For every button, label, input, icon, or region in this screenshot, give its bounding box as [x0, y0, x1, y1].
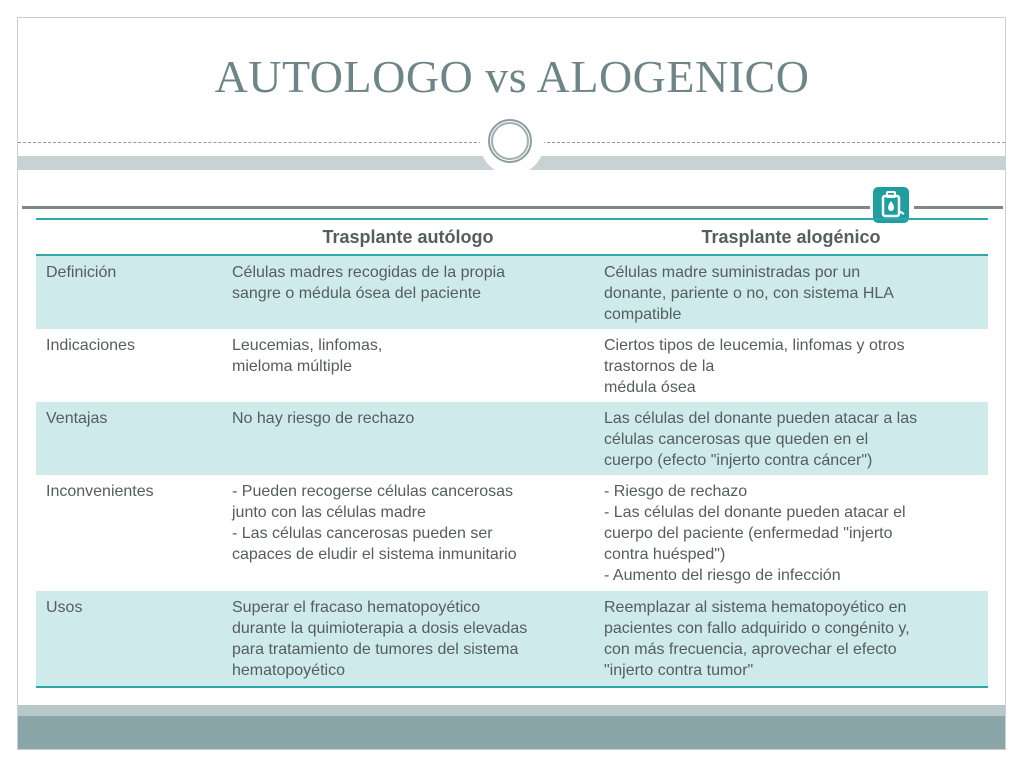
table-row-indicaciones	[36, 329, 988, 402]
cell-line: durante la quimioterapia a dosis elevadas	[232, 620, 528, 637]
cell-line: - Riesgo de rechazo	[604, 483, 748, 500]
cell-autologo	[222, 475, 594, 591]
cell-alogenico	[594, 475, 988, 591]
cell-line: Superar el fracaso hematopoyético	[232, 599, 481, 616]
cell-line: Ciertos tipos de leucemia, linfomas y otros	[604, 337, 905, 354]
title-divider-left	[18, 142, 492, 143]
cell-line: - Las células del donante pueden atacar el	[604, 504, 906, 521]
cell-alogenico	[594, 402, 988, 475]
cell-autologo	[222, 329, 594, 402]
cell-line: mieloma múltiple	[232, 358, 353, 375]
cell-line: Las células del donante pueden atacar a las	[604, 410, 918, 427]
cell-alogenico	[594, 255, 988, 329]
row-label: Ventajas	[36, 402, 222, 475]
header-alogenico: Trasplante alogénico	[701, 226, 881, 247]
row-label: Usos	[36, 591, 222, 687]
comparison-table	[36, 218, 988, 688]
cell-line: pacientes con fallo adquirido o congénito y,	[604, 620, 910, 637]
cell-line: sangre o médula ósea del paciente	[232, 285, 482, 302]
cell-line: compatible	[604, 306, 682, 323]
cell-line: capaces de eludir el sistema inmunitario	[232, 546, 517, 563]
cell-line: trastornos de la	[604, 358, 715, 375]
cell-line: hematopoyético	[232, 662, 345, 679]
cell-line: donante, pariente o no, con sistema HLA	[604, 285, 894, 302]
cell-line: células cancerosas que queden en el	[604, 431, 869, 448]
cell-line: junto con las células madre	[232, 504, 426, 521]
footer-band	[18, 716, 1005, 749]
cell-autologo	[222, 255, 594, 329]
table-row-usos	[36, 591, 988, 687]
table-row-inconvenientes	[36, 475, 988, 591]
row-label: Definición	[36, 255, 222, 329]
row-label: Inconvenientes	[46, 483, 154, 500]
cell-autologo	[222, 402, 594, 475]
row-label: Indicaciones	[46, 337, 135, 354]
title-circle-inner-ring-icon	[491, 122, 529, 160]
cell-line: Células madre suministradas por un	[604, 264, 861, 281]
cell-alogenico	[594, 329, 988, 402]
cell-autologo	[222, 591, 594, 687]
table-row-ventajas	[36, 402, 988, 475]
slide-title: AUTOLOGO vs ALOGENICO	[214, 51, 810, 102]
cell-line: cuerpo (efecto "injerto contra cáncer")	[604, 452, 873, 469]
header-autologo: Trasplante autólogo	[322, 226, 494, 247]
cell-line: para tratamiento de tumores del sistema	[232, 641, 519, 658]
cell-line: Células madres recogidas de la propia	[232, 264, 506, 281]
cell-line: - Las células cancerosas pueden ser	[232, 525, 493, 542]
cell-line: "injerto contra tumor"	[604, 662, 754, 679]
table-row-definicion	[36, 255, 988, 329]
footer-band-light	[18, 705, 1005, 716]
cell-line: - Aumento del riesgo de infección	[604, 567, 841, 584]
cell-line: cuerpo del paciente (enfermedad "injerto	[604, 525, 893, 542]
cell-alogenico	[594, 591, 988, 687]
cell-line: Leucemias, linfomas,	[232, 337, 383, 354]
header-empty	[36, 219, 222, 255]
cell-line: - Pueden recogerse células cancerosas	[232, 483, 514, 500]
table-top-rule	[22, 206, 1003, 209]
cell-line: con más frecuencia, aprovechar el efecto	[604, 641, 897, 658]
table-header-row	[36, 219, 988, 255]
cell-line: Reemplazar al sistema hematopoyético en	[604, 599, 907, 616]
cell-line: contra huésped")	[604, 546, 726, 563]
cell-line: médula ósea	[604, 379, 696, 396]
title-divider-right	[532, 142, 1005, 143]
cell-line: No hay riesgo de rechazo	[232, 410, 415, 427]
